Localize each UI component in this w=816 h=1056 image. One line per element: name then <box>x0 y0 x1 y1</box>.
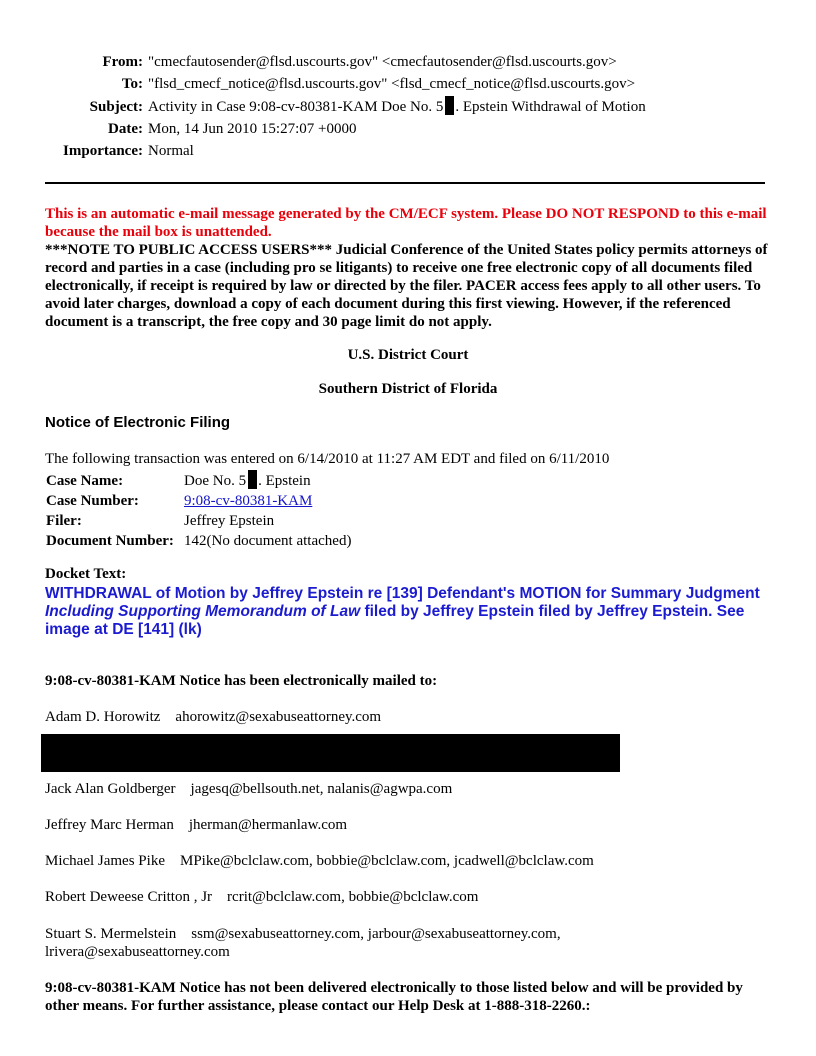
from-label: From: <box>102 54 143 70</box>
redaction-bar <box>41 734 620 772</box>
transaction-line: The following transaction was entered on 6/14/2010 at 11:27 AM EDT and filed on 6/11/2010 <box>45 451 610 467</box>
recipient-email: jagesq@bellsouth.net, nalanis@agwpa.com <box>190 781 453 797</box>
document-number-value: 142(No document attached) <box>184 533 352 549</box>
docket-text-part2: filed by Jeffrey Epstein filed by Jeffrey Epstein. See image at DE [141] (lk) <box>45 603 745 638</box>
recipient-name: Jeffrey Marc Herman <box>45 817 174 833</box>
recipient-email: ahorowitz@sexabuseattorney.com <box>175 709 382 725</box>
filer-label: Filer: <box>46 513 82 529</box>
auto-message-warning: This is an automatic e-mail message generated by the CM/ECF system. Please DO NOT RESPOND to this e-mail because the mail box is unattended. <box>45 206 767 240</box>
header-subject-row <box>0 96 816 118</box>
recipient-row <box>45 817 347 834</box>
filer-row <box>44 511 353 531</box>
date-label: Date: <box>108 121 143 137</box>
case-name-label: Case Name: <box>46 472 124 489</box>
header-importance-row <box>0 140 816 162</box>
subject-label: Subject: <box>89 99 143 115</box>
header-date-row <box>0 118 816 140</box>
case-number-row <box>44 491 353 511</box>
not-delivered-notice: 9:08-cv-80381-KAM Notice has not been delivered electronically to those listed below and will be provided by other means. For further assistance, please contact our Help Desk at 1-888-318-2260.: <box>45 980 743 1014</box>
subject-value <box>148 96 646 118</box>
subject-text-b: . Epstein Withdrawal of Motion <box>455 99 646 115</box>
date-value: Mon, 14 Jun 2010 15:27:07 +0000 <box>148 121 357 137</box>
recipient-row <box>45 889 478 906</box>
recipient-email-continued: lrivera@sexabuseattorney.com <box>45 944 230 960</box>
recipient-email: ssm@sexabuseattorney.com, jarbour@sexabuseattorney.com, <box>191 926 561 942</box>
public-access-note: ***NOTE TO PUBLIC ACCESS USERS*** Judicial Conference of the United States policy permits attorneys of record and parties in a case (including pro se litigants) to receive one free electronic copy of all documents filed electronically, if receipt is required by law or directed by the filer. PACER access fees apply to all other users. To avoid later charges, download a copy of each document during this first viewing. However, if the referenced document is a transcript, the free copy and 30 page limit do not apply. <box>45 242 768 330</box>
recipient-name: Jack Alan Goldberger <box>45 781 176 797</box>
recipient-row <box>45 781 452 798</box>
mailed-heading: 9:08-cv-80381-KAM Notice has been electronically mailed to: <box>45 673 438 689</box>
nef-heading: Notice of Electronic Filing <box>45 414 231 431</box>
recipient-name: Robert Deweese Critton , Jr <box>45 889 213 905</box>
recipient-row <box>45 925 561 961</box>
recipient-name: Michael James Pike <box>45 853 165 869</box>
case-number-label: Case Number: <box>46 493 139 509</box>
case-name-row <box>44 470 353 491</box>
court-name: U.S. District Court <box>347 347 469 363</box>
case-number-link[interactable]: 9:08-cv-80381-KAM <box>184 493 313 509</box>
recipient-email: MPike@bclclaw.com, bobbie@bclclaw.com, jcadwell@bclclaw.com <box>179 853 594 869</box>
redaction-box <box>248 470 257 489</box>
docket-text-italic: Including Supporting Memorandum of Law <box>45 603 361 620</box>
to-label: To: <box>121 76 143 92</box>
case-name-text-a: Doe No. 5 <box>184 473 247 489</box>
document-number-row <box>44 531 353 551</box>
header-divider <box>45 182 765 184</box>
importance-label: Importance: <box>63 143 143 159</box>
docket-text <box>45 585 780 639</box>
header-to-row <box>0 73 816 95</box>
docket-text-label: Docket Text: <box>45 566 127 582</box>
district-name: Southern District of Florida <box>318 381 498 397</box>
header-from-row <box>0 51 816 73</box>
recipient-row <box>45 709 381 726</box>
filer-value: Jeffrey Epstein <box>184 513 275 529</box>
recipient-row <box>45 853 594 870</box>
subject-text-a: Activity in Case 9:08-cv-80381-KAM Doe No. 5 <box>148 99 444 115</box>
case-name-value <box>182 470 353 491</box>
to-value: "flsd_cmecf_notice@flsd.uscourts.gov" <flsd_cmecf_notice@flsd.uscourts.gov> <box>148 76 636 92</box>
from-value: "cmecfautosender@flsd.uscourts.gov" <cmecfautosender@flsd.uscourts.gov> <box>148 54 617 70</box>
recipient-name: Stuart S. Mermelstein <box>45 926 177 942</box>
recipient-email: jherman@hermanlaw.com <box>188 817 348 833</box>
case-info-table <box>44 470 353 551</box>
document-number-label: Document Number: <box>46 533 174 549</box>
importance-value: Normal <box>148 143 194 159</box>
case-name-text-b: . Epstein <box>258 473 311 489</box>
recipient-name: Adam D. Horowitz <box>45 709 161 725</box>
redaction-box <box>445 96 454 115</box>
recipient-email: rcrit@bclclaw.com, bobbie@bclclaw.com <box>227 889 479 905</box>
docket-text-part1: WITHDRAWAL of Motion by Jeffrey Epstein re [139] Defendant's MOTION for Summary Judgment <box>45 585 760 602</box>
